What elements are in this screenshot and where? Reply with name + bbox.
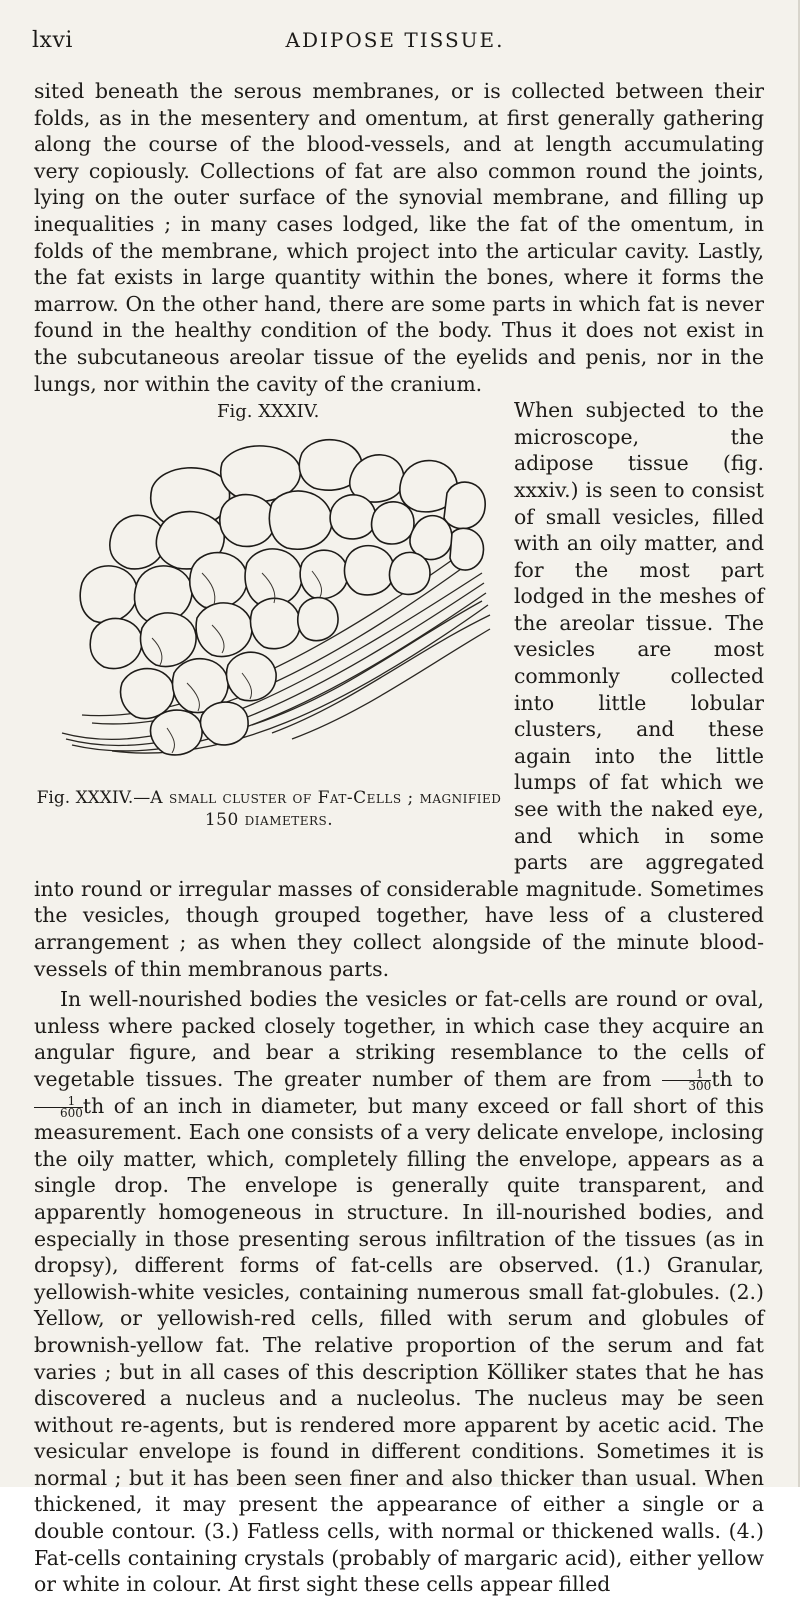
- figure-label: Fig. XXXIV.: [217, 401, 320, 423]
- figure-caption-prefix: Fig. XXXIV.—: [36, 788, 151, 809]
- fat-cells-illustration: [52, 433, 492, 773]
- fraction-denominator: 600: [60, 1105, 83, 1120]
- paragraph-3-part-c: th of an inch in diameter, but many exceed or fall short of this measurement. Each one consists of a very delicate envelope, inclosing the oily matter, which, completely filling the envelope, appears as a single drop. The envelope is generally quite transparent, and apparently homogeneous in structure. In ill-nourished bodies, and especially in those presenting serous infiltration of the tissues (as in dropsy), different forms of fat-cells are observed. (1.) Granular, yellowish-white vesicles, containing numerous small fat-globules. (2.) Yellow, or yellowish-red cells, filled with serum and globules of brownish-yellow fat. The relative proportion of the serum and fat varies ; but in all cases of this description Kölliker states that he has discovered a nucleus and a nucleolus. The nucleus may be seen without re-agents, but is rendered more apparent by acetic acid. The vesicular envelope is found in different conditions. Sometimes it is normal ; but it has been seen finer and also thicker than usual. When thickened, it may present the appearance of either a single or a double contour. (3.) Fatless cells, with normal or thickened walls. (4.) Fat-cells containing crystals (probably of margaric acid), either yellow or white in colour. At first sight these cells appear filled: [34, 1093, 764, 1597]
- figure-caption-text: A small cluster of Fat-Cells ; magnified 150 diameters.: [150, 788, 502, 831]
- fraction-numerator: 1: [34, 1096, 83, 1108]
- figure-xxxiv: [34, 397, 504, 855]
- fraction-denominator: 300: [688, 1078, 712, 1093]
- paragraph-2: When subjected to the microscope, the adipose tissue (fig. xxxiv.) is seen to consist of small vesicles, filled with an oily matter, and for the most part lodged in the meshes of the areolar tissue. The vesicles are most commonly collected into little lobular clusters, and these again into the little lumps of fat which we see with the naked eye, and which in some parts are aggregated into round or irregular masses of considerable magnitude. Sometimes the vesicles, though grouped together, have less of a clustered arrangement ; as when they collect alongside of the minute blood-vessels of thin membranous parts.: [34, 398, 764, 981]
- fraction-1-600: [34, 1093, 83, 1120]
- page-header: [32, 28, 758, 58]
- figure-caption: [34, 787, 504, 831]
- paragraph-3-part-a: In well-nourished bodies the vesicles or fat-cells are round or oval, unless where packed closely together, in which case they acquire an angular figure, and bear a striking resemblance to the cells of vegetable tissues. The greater number of them are from: [34, 987, 764, 1091]
- fraction-numerator: 1: [662, 1069, 711, 1081]
- paragraph-1: sited beneath the serous membranes, or is collected between their folds, as in the mesentery and omentum, at first generally gathering along the course of the blood-vessels, and at length accumulating very copiously. Collections of fat are also common round the joints, lying on the outer surface of the synovial membrane, and filling up inequalities ; in many cases lodged, like the fat of the omentum, in folds of the membrane, which project into the articular cavity. Lastly, the fat exists in large quantity within the bones, where it forms the marrow. On the other hand, there are some parts in which fat is never found in the healthy condition of the body. Thus it does not exist in the subcutaneous areolar tissue of the eyelids and penis, nor in the lungs, nor within the cavity of the cranium.: [34, 79, 764, 396]
- running-head: ADIPOSE TISSUE.: [285, 28, 505, 52]
- paragraph-3: [34, 986, 764, 1598]
- fraction-1-300: [662, 1066, 712, 1093]
- page-number: lxvi: [32, 28, 73, 53]
- paragraph-3-part-b: th to: [711, 1066, 765, 1091]
- page-body: [34, 78, 764, 1598]
